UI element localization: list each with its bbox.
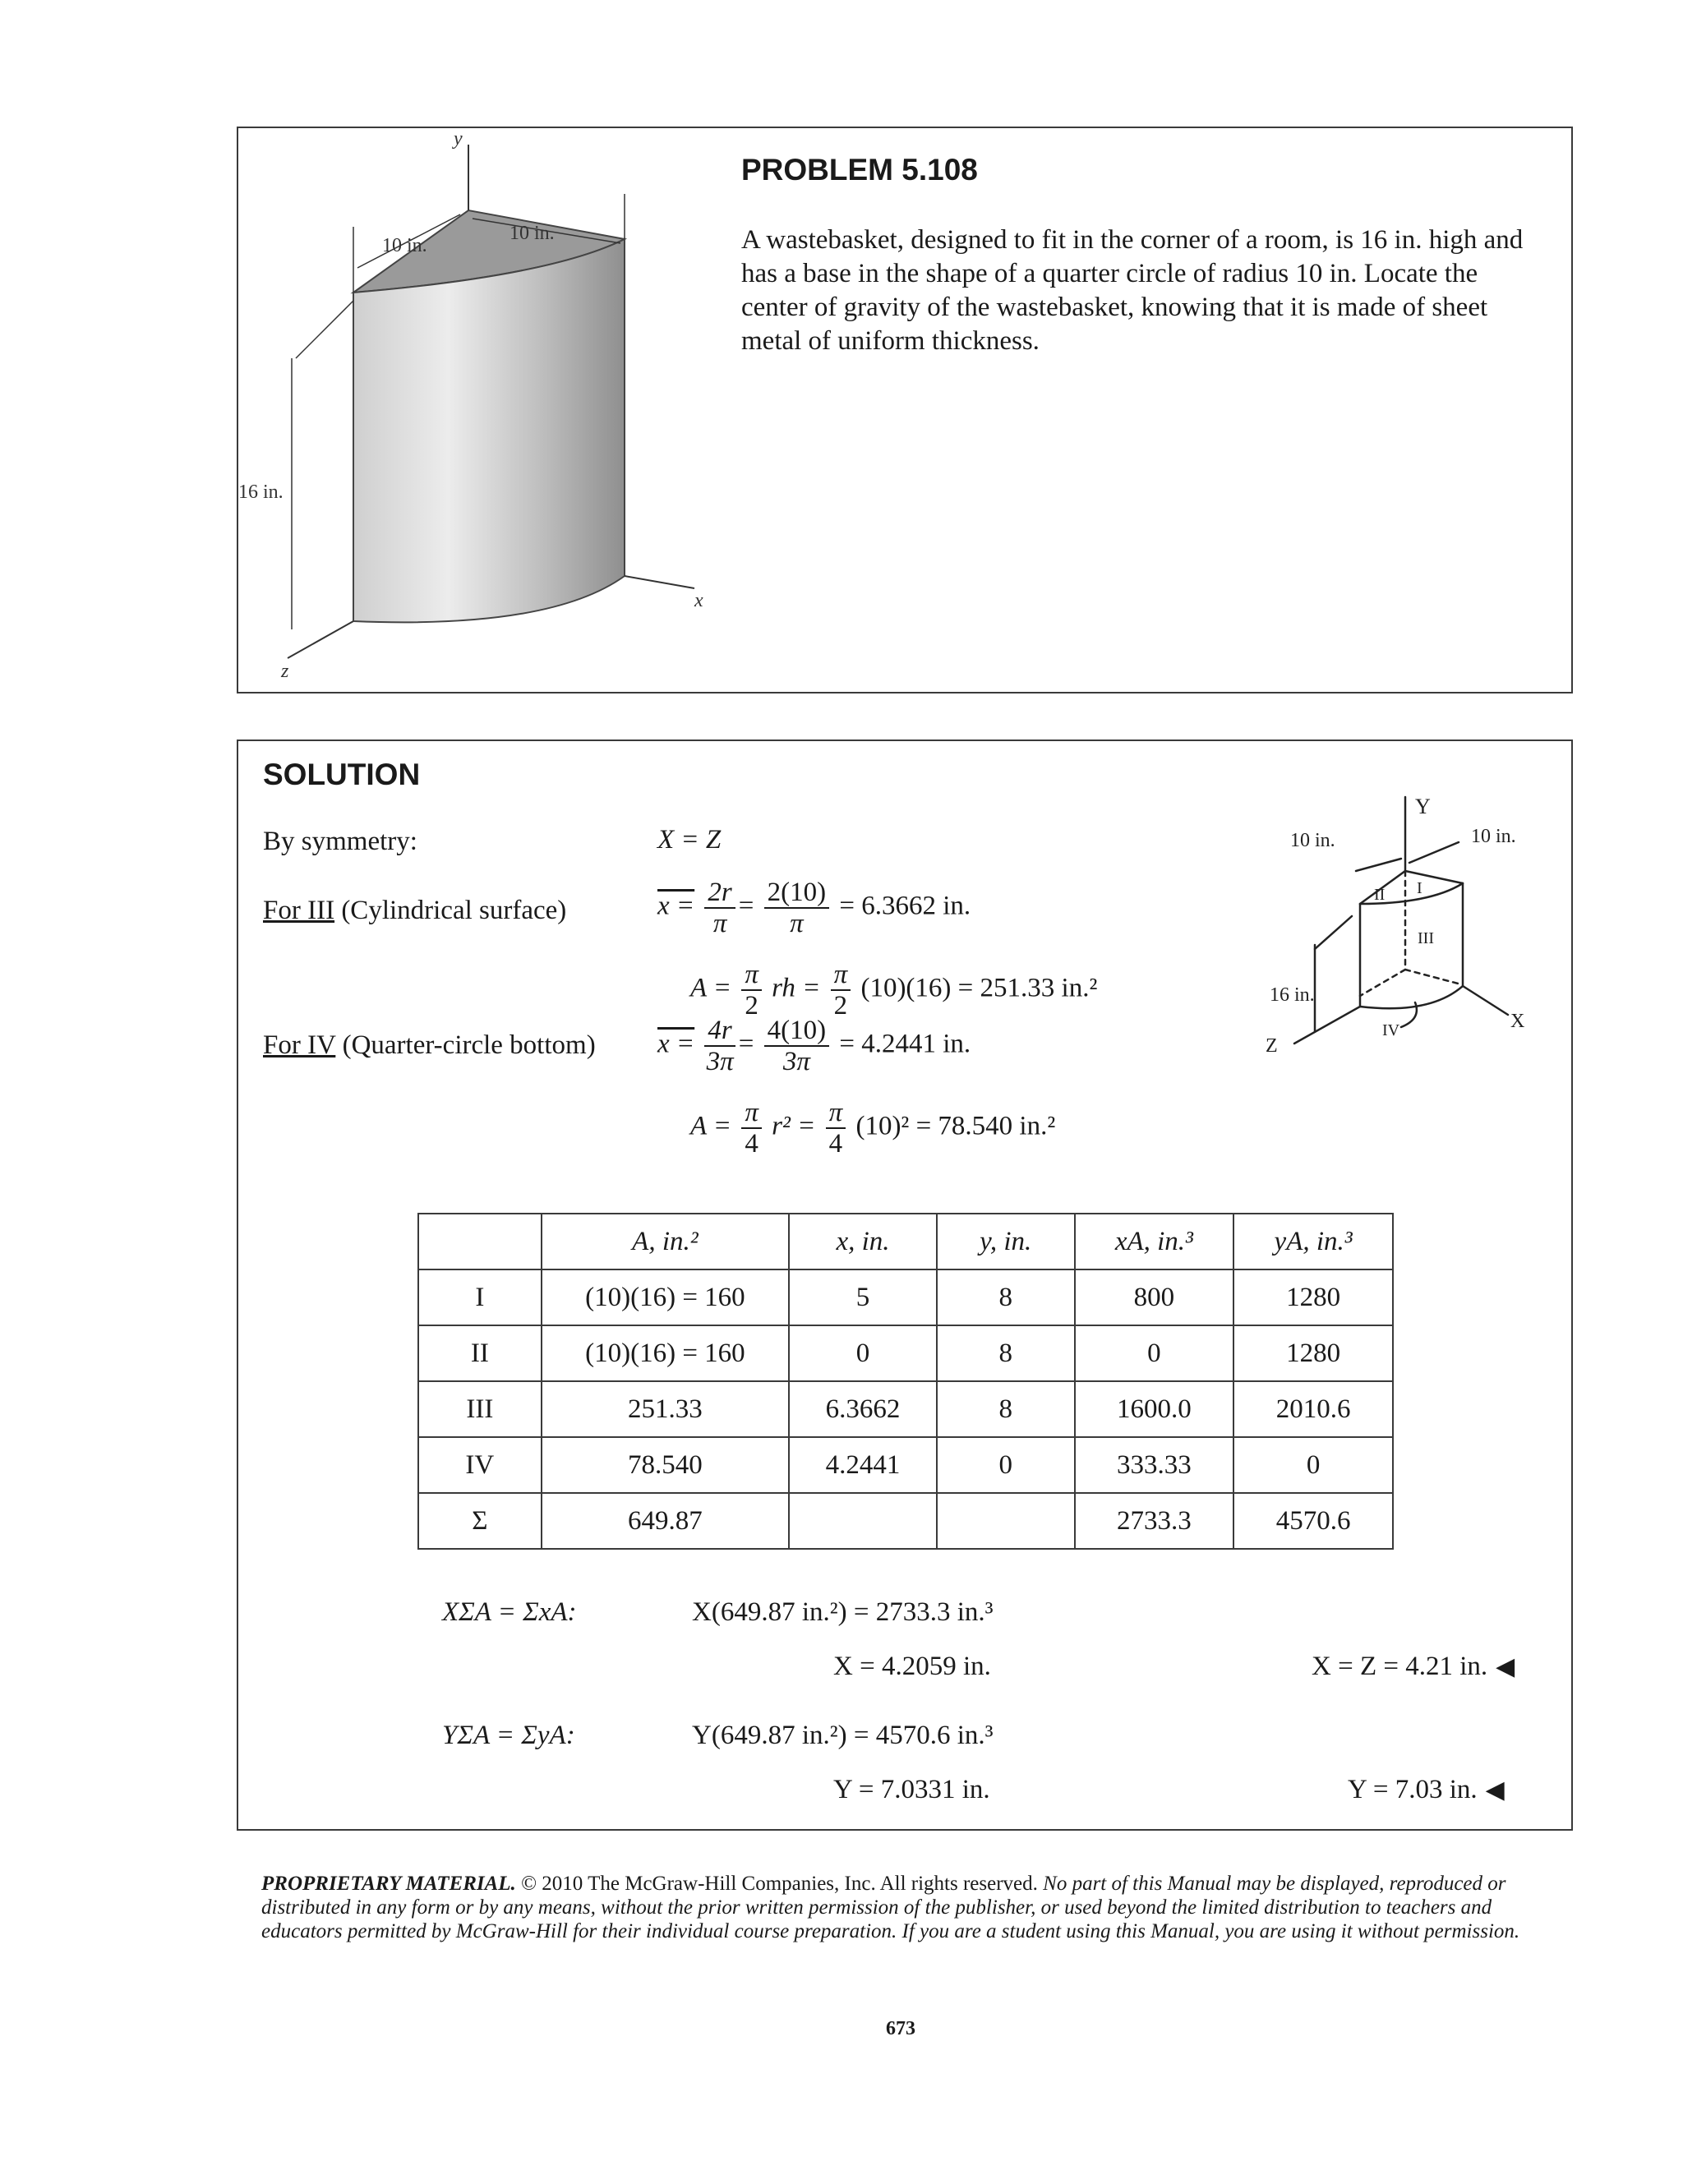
part-iii-xbar-equation: x = $\frac{2r}{\pi}$ = $\frac{2(10)}{\pi}$ = 6.3662 in.: [657, 878, 971, 938]
footer-bold-lead: PROPRIETARY MATERIAL.: [261, 1873, 516, 1895]
table-cell: IV: [418, 1437, 542, 1493]
sketch-label-z: Z: [1266, 1035, 1278, 1057]
table-cell: 4570.6: [1233, 1493, 1393, 1549]
sketch-dim-left: 10 in.: [1290, 830, 1335, 851]
table-header: [418, 1214, 542, 1269]
sketch-part-i: I: [1417, 879, 1422, 897]
part-iv-frac-1: $\frac{4r}{3\pi}$: [704, 1016, 735, 1076]
part-iii-area-frac-2: $\frac{\pi}{2}$: [831, 960, 851, 1021]
solution-sketch: [1233, 781, 1561, 1109]
part-iii-label: [263, 894, 566, 928]
table-cell: Σ: [418, 1493, 542, 1549]
copyright-footer: [261, 1872, 1543, 1943]
table-header: A, in.²: [542, 1214, 789, 1269]
table-cell: II: [418, 1325, 542, 1381]
page-number: 673: [886, 2018, 915, 2039]
footer-copyright: © 2010 The McGraw-Hill Companies, Inc. All rights reserved.: [515, 1873, 1038, 1895]
part-iv-xbar-equation: x = $\frac{4r}{3\pi}$ = $\frac{4(10)}{3\pi}$ = 4.2441 in.: [657, 1016, 971, 1076]
part-iv-label-underlined: For IV: [263, 1030, 336, 1060]
fig-dim-height: 16 in.: [238, 481, 284, 503]
part-iii-area-equation: A = $\frac{\pi}{2}$ rh = $\frac{\pi}{2}$ (10)(16) = 251.33 in.²: [690, 960, 1098, 1021]
table-header: xA, in.³: [1075, 1214, 1234, 1269]
table-row: [418, 1437, 1393, 1493]
fig-label-x: x: [694, 590, 703, 611]
wastebasket-figure: [238, 128, 731, 690]
x-moment-line-1: X(649.87 in.²) = 2733.3 in.³: [692, 1597, 994, 1627]
table-header: yA, in.³: [1233, 1214, 1393, 1269]
table-cell: 5: [789, 1269, 937, 1325]
footer-rest: No part of this Manual may be displayed, reproduced or distributed in any form or by any means, without the prior written permission of the publisher, or used beyond the limited distribution to teachers and educators permitted by McGraw-Hill for their individual course preparation. If you are a student using this Manual, you are using it without permission.: [261, 1873, 1520, 1942]
part-iii-frac-1: $\frac{2r}{\pi}$: [704, 878, 735, 938]
table-cell: III: [418, 1381, 542, 1437]
answer-y: [1348, 1775, 1505, 1805]
table-cell: 0: [1075, 1325, 1234, 1381]
table-row: [418, 1269, 1393, 1325]
x-moment-label: XΣA = ΣxA:: [442, 1597, 577, 1627]
table-cell: 8: [937, 1381, 1075, 1437]
part-iv-xbar-result: = 4.2441 in.: [839, 1029, 971, 1059]
symmetry-label: By symmetry:: [263, 827, 417, 856]
sketch-part-iii: III: [1418, 929, 1434, 947]
table-cell: 0: [937, 1437, 1075, 1493]
answer-x-text: X = Z = 4.21 in.: [1312, 1652, 1488, 1681]
part-iii-frac-2: $\frac{2(10)}{\pi}$: [764, 878, 829, 938]
answer-x: [1312, 1652, 1515, 1682]
part-iii-xbar-result: = 6.3662 in.: [839, 891, 971, 921]
fig-label-z: z: [281, 661, 289, 682]
sketch-dim-height: 16 in.: [1270, 984, 1315, 1006]
table-header: y, in.: [937, 1214, 1075, 1269]
table-cell: 2733.3: [1075, 1493, 1234, 1549]
table-row: [418, 1493, 1393, 1549]
sketch-part-iv: IV: [1382, 1021, 1400, 1039]
problem-heading: PROBLEM 5.108: [741, 153, 978, 187]
sketch-part-ii: II: [1374, 886, 1386, 904]
answer-marker-icon: ◀: [1485, 1776, 1505, 1804]
sketch-dim-right: 10 in.: [1471, 826, 1516, 847]
table-header: x, in.: [789, 1214, 937, 1269]
table-cell: 800: [1075, 1269, 1234, 1325]
answer-y-text: Y = 7.03 in.: [1348, 1775, 1478, 1804]
table-cell: (10)(16) = 160: [542, 1325, 789, 1381]
table-cell: I: [418, 1269, 542, 1325]
table-cell: [937, 1493, 1075, 1549]
part-iii-area-frac-1: $\frac{\pi}{2}$: [741, 960, 762, 1021]
sketch-label-y: Y: [1415, 795, 1431, 818]
table-cell: 1600.0: [1075, 1381, 1234, 1437]
table-cell: 78.540: [542, 1437, 789, 1493]
y-moment-line-2: Y = 7.0331 in.: [833, 1775, 990, 1804]
sketch-label-x: X: [1510, 1011, 1525, 1032]
part-iv-frac-2: $\frac{4(10)}{3\pi}$: [764, 1016, 829, 1076]
table-cell: 649.87: [542, 1493, 789, 1549]
part-iv-area-equation: A = $\frac{\pi}{4}$ r² = $\frac{\pi}{4}$ (10)² = 78.540 in.²: [690, 1098, 1056, 1159]
y-moment-line-1: Y(649.87 in.²) = 4570.6 in.³: [692, 1721, 994, 1750]
fig-dim-right: 10 in.: [510, 223, 555, 244]
part-iv-area-frac-2: $\frac{\pi}{4}$: [826, 1098, 846, 1159]
table-cell: [789, 1493, 937, 1549]
part-iii-xbar-lhs: x =: [657, 891, 695, 921]
table-cell: 0: [1233, 1437, 1393, 1493]
table-row: [418, 1381, 1393, 1437]
table-cell: 1280: [1233, 1269, 1393, 1325]
table-cell: 0: [789, 1325, 937, 1381]
table-cell: 8: [937, 1325, 1075, 1381]
table-cell: 6.3662: [789, 1381, 937, 1437]
centroid-table: [417, 1213, 1394, 1550]
x-moment-line-2: X = 4.2059 in.: [833, 1652, 991, 1681]
table-header-row: [418, 1214, 1393, 1269]
part-iv-label: [263, 1029, 596, 1062]
fig-label-y: y: [454, 128, 463, 150]
fig-dim-left: 10 in.: [382, 235, 427, 256]
table-row: [418, 1325, 1393, 1381]
table-cell: 1280: [1233, 1325, 1393, 1381]
part-iv-area-frac-1: $\frac{\pi}{4}$: [741, 1098, 762, 1159]
cylinder-body: [353, 239, 625, 622]
table-cell: (10)(16) = 160: [542, 1269, 789, 1325]
part-iv-label-rest: (Quarter-circle bottom): [335, 1030, 596, 1060]
answer-marker-icon: ◀: [1496, 1653, 1515, 1680]
table-cell: 251.33: [542, 1381, 789, 1437]
part-iii-label-rest: (Cylindrical surface): [334, 896, 567, 925]
table-cell: 333.33: [1075, 1437, 1234, 1493]
solution-heading: SOLUTION: [263, 758, 421, 791]
table-cell: 4.2441: [789, 1437, 937, 1493]
part-iii-label-underlined: For III: [263, 896, 335, 925]
symmetry-equation: X = Z: [657, 825, 722, 855]
table-cell: 2010.6: [1233, 1381, 1393, 1437]
y-moment-label: YΣA = ΣyA:: [442, 1721, 575, 1750]
problem-statement: A wastebasket, designed to fit in the corner of a room, is 16 in. high and has a base in the shape of a quarter circle of radius 10 in. Locate the center of gravity of the wastebasket, knowing that it is made of sheet metal of uniform thickness.: [741, 225, 1524, 356]
table-cell: 8: [937, 1269, 1075, 1325]
